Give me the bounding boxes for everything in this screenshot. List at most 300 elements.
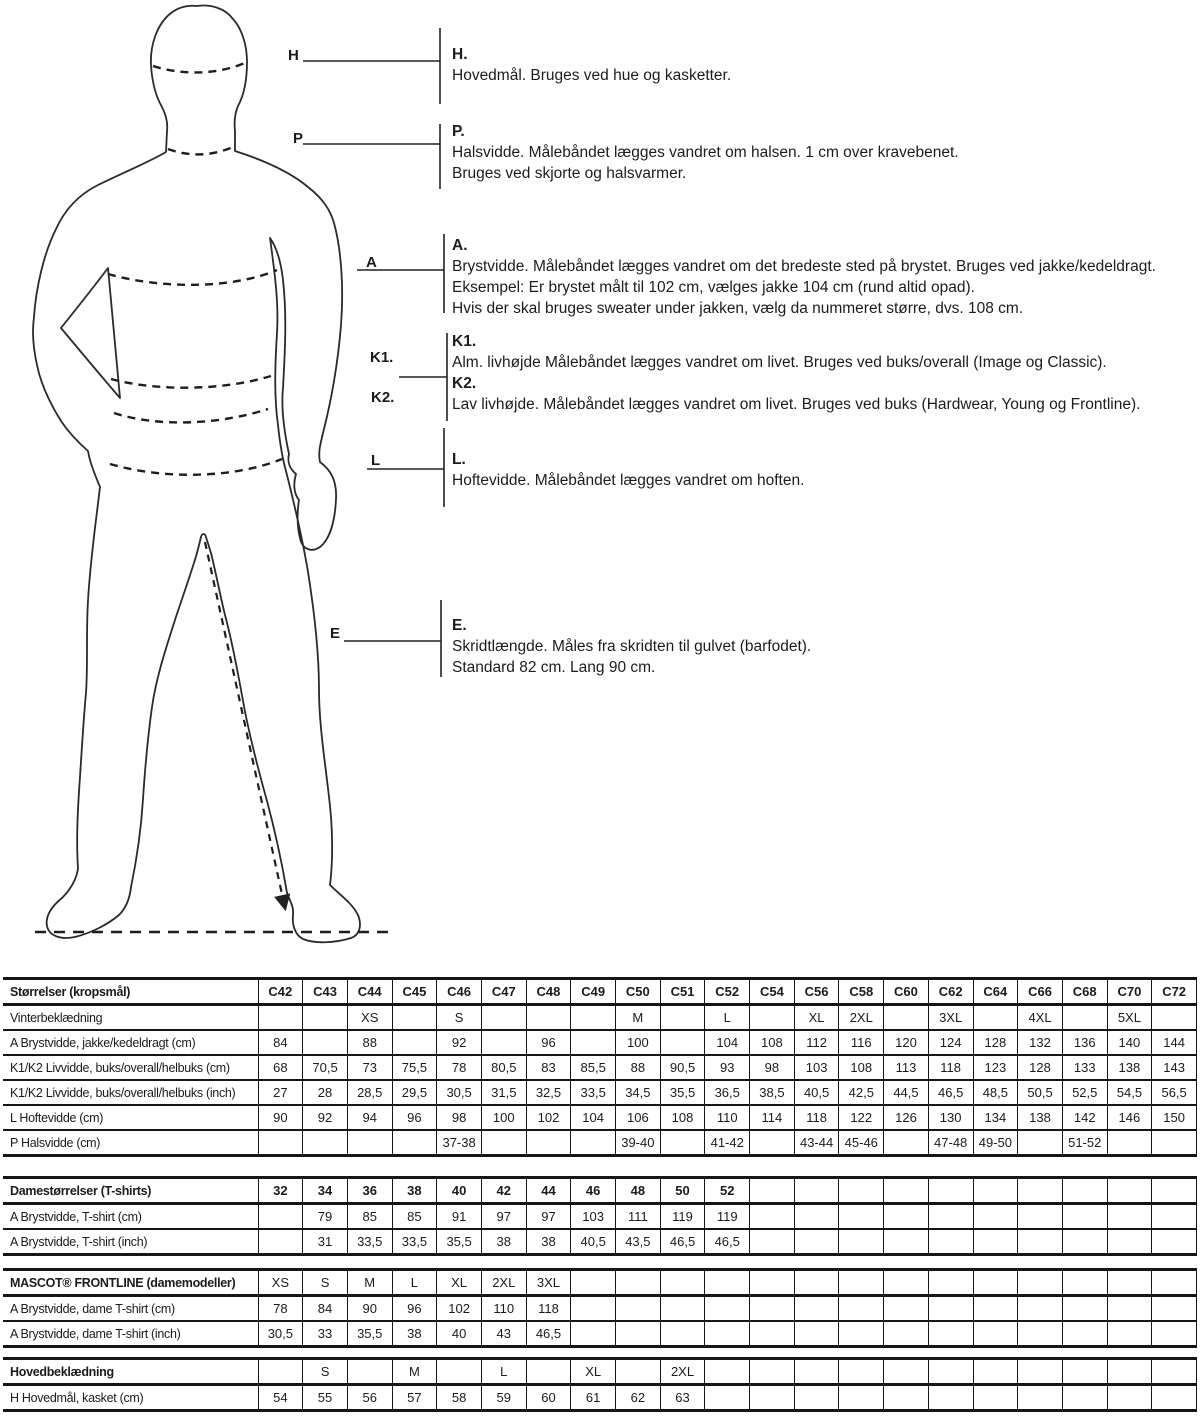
value-cell: 84 bbox=[303, 1296, 348, 1322]
column-header-cell bbox=[884, 1270, 929, 1296]
value-cell: 80,5 bbox=[481, 1055, 526, 1080]
value-cell: 33,5 bbox=[571, 1080, 616, 1105]
row-label: P Halsvidde (cm) bbox=[3, 1130, 258, 1156]
value-cell: 83 bbox=[526, 1055, 571, 1080]
value-cell bbox=[660, 1321, 705, 1347]
column-header-cell: M bbox=[392, 1359, 437, 1385]
column-header-cell: C44 bbox=[347, 979, 392, 1005]
value-cell bbox=[750, 1321, 795, 1347]
value-cell: 38 bbox=[392, 1321, 437, 1347]
value-cell: 35,5 bbox=[437, 1229, 482, 1255]
value-cell bbox=[705, 1385, 750, 1411]
column-header-cell: C64 bbox=[973, 979, 1018, 1005]
column-header-cell: C52 bbox=[705, 979, 750, 1005]
callout-p-desc-2: Bruges ved skjorte og halsvarmer. bbox=[452, 165, 687, 182]
column-header-cell bbox=[794, 1178, 839, 1204]
column-header-cell: 36 bbox=[347, 1178, 392, 1204]
column-header-cell bbox=[1018, 1270, 1063, 1296]
column-header-cell: C56 bbox=[794, 979, 839, 1005]
value-cell: 3XL bbox=[928, 1005, 973, 1031]
column-header-cell: 2XL bbox=[481, 1270, 526, 1296]
value-cell bbox=[973, 1296, 1018, 1322]
value-cell bbox=[750, 1385, 795, 1411]
value-cell: 100 bbox=[616, 1030, 661, 1055]
column-header-cell: C54 bbox=[750, 979, 795, 1005]
column-header-cell bbox=[1062, 1270, 1107, 1296]
column-header-cell bbox=[660, 1270, 705, 1296]
value-cell: 63 bbox=[660, 1385, 705, 1411]
value-cell bbox=[1062, 1229, 1107, 1255]
callout-a-title: A. bbox=[452, 237, 468, 254]
value-cell: 37-38 bbox=[437, 1130, 482, 1156]
value-cell bbox=[571, 1296, 616, 1322]
value-cell bbox=[973, 1005, 1018, 1031]
value-cell bbox=[928, 1385, 973, 1411]
value-cell: 43,5 bbox=[616, 1229, 661, 1255]
column-header-cell: C51 bbox=[660, 979, 705, 1005]
value-cell bbox=[481, 1030, 526, 1055]
value-cell bbox=[481, 1130, 526, 1156]
value-cell: 54 bbox=[258, 1385, 303, 1411]
value-cell: 68 bbox=[258, 1055, 303, 1080]
callout-e-desc-1: Skridtlængde. Måles fra skridten til gulvet (barfodet). bbox=[452, 638, 812, 655]
value-cell: 119 bbox=[660, 1204, 705, 1230]
value-cell: 96 bbox=[392, 1296, 437, 1322]
value-cell: 130 bbox=[928, 1105, 973, 1130]
value-cell bbox=[973, 1229, 1018, 1255]
value-cell bbox=[1107, 1130, 1152, 1156]
value-cell bbox=[258, 1229, 303, 1255]
column-header-cell bbox=[705, 1270, 750, 1296]
row-label: Vinterbeklædning bbox=[3, 1005, 258, 1031]
value-cell bbox=[616, 1321, 661, 1347]
value-cell: 34,5 bbox=[616, 1080, 661, 1105]
value-cell bbox=[1018, 1229, 1063, 1255]
value-cell bbox=[839, 1321, 884, 1347]
value-cell: M bbox=[616, 1005, 661, 1031]
callout-p-desc-1: Halsvidde. Målebåndet lægges vandret om halsen. 1 cm over kravebenet. bbox=[452, 144, 959, 161]
value-cell: 56 bbox=[347, 1385, 392, 1411]
value-cell: 142 bbox=[1062, 1105, 1107, 1130]
value-cell bbox=[750, 1229, 795, 1255]
column-header-cell bbox=[1152, 1178, 1197, 1204]
column-header-cell: S bbox=[303, 1359, 348, 1385]
body-sizes-table bbox=[3, 977, 1197, 1157]
value-cell: 60 bbox=[526, 1385, 571, 1411]
column-header-cell bbox=[1107, 1178, 1152, 1204]
value-cell bbox=[705, 1321, 750, 1347]
value-cell: 118 bbox=[526, 1296, 571, 1322]
value-cell: 38 bbox=[526, 1229, 571, 1255]
value-cell bbox=[616, 1296, 661, 1322]
value-cell bbox=[1152, 1321, 1197, 1347]
column-header-cell: 50 bbox=[660, 1178, 705, 1204]
value-cell: 111 bbox=[616, 1204, 661, 1230]
value-cell bbox=[526, 1130, 571, 1156]
value-cell bbox=[258, 1204, 303, 1230]
value-cell: 108 bbox=[660, 1105, 705, 1130]
value-cell bbox=[660, 1296, 705, 1322]
column-header-cell bbox=[750, 1359, 795, 1385]
value-cell: 33 bbox=[303, 1321, 348, 1347]
column-header-cell: 32 bbox=[258, 1178, 303, 1204]
column-header-cell bbox=[884, 1178, 929, 1204]
value-cell bbox=[1152, 1296, 1197, 1322]
value-cell: 119 bbox=[705, 1204, 750, 1230]
callout-h-desc: Hovedmål. Bruges ved hue og kasketter. bbox=[452, 67, 732, 84]
value-cell: 33,5 bbox=[392, 1229, 437, 1255]
value-cell: 144 bbox=[1152, 1030, 1197, 1055]
value-cell: 35,5 bbox=[660, 1080, 705, 1105]
value-cell bbox=[526, 1005, 571, 1031]
value-cell: 103 bbox=[571, 1204, 616, 1230]
column-header-cell: C49 bbox=[571, 979, 616, 1005]
value-cell bbox=[973, 1204, 1018, 1230]
value-cell bbox=[1018, 1385, 1063, 1411]
value-cell: 143 bbox=[1152, 1055, 1197, 1080]
value-cell: 90 bbox=[258, 1105, 303, 1130]
column-header-cell bbox=[616, 1359, 661, 1385]
value-cell: 126 bbox=[884, 1105, 929, 1130]
value-cell bbox=[392, 1005, 437, 1031]
callout-l-title: L. bbox=[452, 451, 466, 468]
value-cell bbox=[1062, 1204, 1107, 1230]
headwear-table bbox=[3, 1357, 1197, 1412]
callout-k1-desc: Alm. livhøjde Målebåndet lægges vandret om livet. Bruges ved buks/overall (Image og Classic). bbox=[452, 354, 1107, 371]
value-cell: 128 bbox=[973, 1030, 1018, 1055]
value-cell bbox=[750, 1005, 795, 1031]
value-cell: 41-42 bbox=[705, 1130, 750, 1156]
value-cell: 132 bbox=[1018, 1030, 1063, 1055]
value-cell: 4XL bbox=[1018, 1005, 1063, 1031]
value-cell bbox=[794, 1229, 839, 1255]
measure-letter-p: P bbox=[293, 130, 304, 147]
value-cell: 35,5 bbox=[347, 1321, 392, 1347]
column-header-cell: C50 bbox=[616, 979, 661, 1005]
column-header-cell: C45 bbox=[392, 979, 437, 1005]
value-cell: 28,5 bbox=[347, 1080, 392, 1105]
column-header-cell: 40 bbox=[437, 1178, 482, 1204]
frontline-women-table bbox=[3, 1268, 1197, 1348]
value-cell bbox=[1107, 1204, 1152, 1230]
callout-k2-desc: Lav livhøjde. Målebåndet lægges vandret om livet. Bruges ved buks (Hardwear, Young og Frontline). bbox=[452, 396, 1141, 413]
value-cell: 85 bbox=[347, 1204, 392, 1230]
value-cell: 122 bbox=[839, 1105, 884, 1130]
column-header-cell bbox=[839, 1270, 884, 1296]
column-header-cell: C62 bbox=[928, 979, 973, 1005]
value-cell: 38 bbox=[481, 1229, 526, 1255]
column-header-cell bbox=[794, 1359, 839, 1385]
value-cell: 57 bbox=[392, 1385, 437, 1411]
value-cell: 94 bbox=[347, 1105, 392, 1130]
column-header-cell: C43 bbox=[303, 979, 348, 1005]
column-header-cell bbox=[839, 1178, 884, 1204]
column-header-cell bbox=[750, 1270, 795, 1296]
value-cell: 118 bbox=[928, 1055, 973, 1080]
value-cell: 102 bbox=[437, 1296, 482, 1322]
value-cell bbox=[884, 1005, 929, 1031]
value-cell: 70,5 bbox=[303, 1055, 348, 1080]
value-cell bbox=[928, 1321, 973, 1347]
value-cell bbox=[839, 1204, 884, 1230]
value-cell: 30,5 bbox=[258, 1321, 303, 1347]
value-cell: 128 bbox=[1018, 1055, 1063, 1080]
value-cell: 5XL bbox=[1107, 1005, 1152, 1031]
value-cell: 118 bbox=[794, 1105, 839, 1130]
column-header-cell: C58 bbox=[839, 979, 884, 1005]
value-cell bbox=[1018, 1321, 1063, 1347]
column-header-cell bbox=[616, 1270, 661, 1296]
row-label: A Brystvidde, dame T-shirt (cm) bbox=[3, 1296, 258, 1322]
value-cell: 52,5 bbox=[1062, 1080, 1107, 1105]
value-cell: 108 bbox=[839, 1055, 884, 1080]
callout-a-desc-1: Brystvidde. Målebåndet lægges vandret om det bredeste sted på brystet. Bruges ved jakke/kedeldragt. Eksempel: Er brystet målt til 102 cm, vælges jakke 104 cm (rund altid opad). bbox=[452, 258, 1156, 296]
value-cell bbox=[660, 1005, 705, 1031]
column-header-cell bbox=[1018, 1178, 1063, 1204]
value-cell bbox=[660, 1130, 705, 1156]
column-header-cell: 48 bbox=[616, 1178, 661, 1204]
value-cell bbox=[1018, 1296, 1063, 1322]
value-cell: 138 bbox=[1107, 1055, 1152, 1080]
row-label: H Hovedmål, kasket (cm) bbox=[3, 1385, 258, 1411]
value-cell bbox=[1152, 1005, 1197, 1031]
value-cell: 32,5 bbox=[526, 1080, 571, 1105]
value-cell: 36,5 bbox=[705, 1080, 750, 1105]
row-label: A Brystvidde, T-shirt (inch) bbox=[3, 1229, 258, 1255]
value-cell bbox=[750, 1296, 795, 1322]
callout-p-title: P. bbox=[452, 123, 465, 140]
value-cell bbox=[481, 1005, 526, 1031]
column-header-cell: 3XL bbox=[526, 1270, 571, 1296]
callout-e bbox=[452, 615, 1052, 678]
callout-k1-title: K1. bbox=[452, 333, 477, 350]
value-cell bbox=[1107, 1385, 1152, 1411]
value-cell: 29,5 bbox=[392, 1080, 437, 1105]
value-cell: 78 bbox=[258, 1296, 303, 1322]
value-cell: 138 bbox=[1018, 1105, 1063, 1130]
value-cell: 88 bbox=[616, 1055, 661, 1080]
value-cell: 28 bbox=[303, 1080, 348, 1105]
value-cell bbox=[660, 1030, 705, 1055]
value-cell: 2XL bbox=[839, 1005, 884, 1031]
value-cell: 79 bbox=[303, 1204, 348, 1230]
value-cell bbox=[839, 1385, 884, 1411]
column-header-cell bbox=[1152, 1270, 1197, 1296]
column-header-cell: 34 bbox=[303, 1178, 348, 1204]
value-cell bbox=[884, 1229, 929, 1255]
column-header-cell bbox=[750, 1178, 795, 1204]
column-header-cell: 42 bbox=[481, 1178, 526, 1204]
value-cell: 73 bbox=[347, 1055, 392, 1080]
value-cell: 75,5 bbox=[392, 1055, 437, 1080]
column-header-cell bbox=[1107, 1359, 1152, 1385]
value-cell: 85 bbox=[392, 1204, 437, 1230]
value-cell: 40,5 bbox=[571, 1229, 616, 1255]
measure-letter-l: L bbox=[371, 452, 381, 469]
row-label: K1/K2 Livvidde, buks/overall/helbuks (cm) bbox=[3, 1055, 258, 1080]
value-cell: 40 bbox=[437, 1321, 482, 1347]
value-cell: 27 bbox=[258, 1080, 303, 1105]
column-header-cell bbox=[1107, 1270, 1152, 1296]
callout-l-desc: Hoftevidde. Målebåndet lægges vandret om hoften. bbox=[452, 472, 805, 489]
value-cell bbox=[1152, 1130, 1197, 1156]
value-cell: 84 bbox=[258, 1030, 303, 1055]
column-header-cell: 38 bbox=[392, 1178, 437, 1204]
value-cell: 102 bbox=[526, 1105, 571, 1130]
value-cell bbox=[973, 1385, 1018, 1411]
value-cell: 43 bbox=[481, 1321, 526, 1347]
column-header-cell: C70 bbox=[1107, 979, 1152, 1005]
value-cell: 93 bbox=[705, 1055, 750, 1080]
value-cell bbox=[884, 1130, 929, 1156]
value-cell: 46,5 bbox=[526, 1321, 571, 1347]
value-cell: 43-44 bbox=[794, 1130, 839, 1156]
column-header-cell: XS bbox=[258, 1270, 303, 1296]
column-header-cell: C68 bbox=[1062, 979, 1107, 1005]
row-label: K1/K2 Livvidde, buks/overall/helbuks (inch) bbox=[3, 1080, 258, 1105]
column-header-cell: M bbox=[347, 1270, 392, 1296]
value-cell: XL bbox=[794, 1005, 839, 1031]
value-cell: XS bbox=[347, 1005, 392, 1031]
value-cell bbox=[884, 1321, 929, 1347]
value-cell bbox=[928, 1229, 973, 1255]
column-header-cell bbox=[973, 1270, 1018, 1296]
value-cell bbox=[1152, 1204, 1197, 1230]
value-cell: 92 bbox=[303, 1105, 348, 1130]
value-cell: 49-50 bbox=[973, 1130, 1018, 1156]
value-cell bbox=[928, 1296, 973, 1322]
column-header-cell bbox=[973, 1178, 1018, 1204]
value-cell: 30,5 bbox=[437, 1080, 482, 1105]
column-header-cell bbox=[928, 1178, 973, 1204]
column-header-cell: C42 bbox=[258, 979, 303, 1005]
column-header-cell: C46 bbox=[437, 979, 482, 1005]
value-cell bbox=[1107, 1296, 1152, 1322]
callout-k1-k2 bbox=[452, 331, 1152, 415]
value-cell: 46,5 bbox=[660, 1229, 705, 1255]
value-cell: 96 bbox=[526, 1030, 571, 1055]
value-cell bbox=[392, 1130, 437, 1156]
value-cell: 44,5 bbox=[884, 1080, 929, 1105]
value-cell: 104 bbox=[571, 1105, 616, 1130]
column-header-cell bbox=[1062, 1359, 1107, 1385]
value-cell: 98 bbox=[437, 1105, 482, 1130]
value-cell bbox=[973, 1321, 1018, 1347]
callout-a-desc-2: Hvis der skal bruges sweater under jakken, vælg da nummeret større, dvs. 108 cm. bbox=[452, 300, 1024, 317]
value-cell: 54,5 bbox=[1107, 1080, 1152, 1105]
value-cell: 116 bbox=[839, 1030, 884, 1055]
table-section-label: Størrelser (kropsmål) bbox=[3, 979, 258, 1005]
column-header-cell: XL bbox=[571, 1359, 616, 1385]
value-cell: 92 bbox=[437, 1030, 482, 1055]
value-cell: 88 bbox=[347, 1030, 392, 1055]
value-cell bbox=[1062, 1321, 1107, 1347]
column-header-cell: C72 bbox=[1152, 979, 1197, 1005]
measure-letter-h: H bbox=[288, 47, 299, 64]
value-cell bbox=[750, 1130, 795, 1156]
callout-h bbox=[452, 44, 1197, 86]
callout-h-title: H. bbox=[452, 46, 468, 63]
value-cell bbox=[1018, 1130, 1063, 1156]
value-cell: 40,5 bbox=[794, 1080, 839, 1105]
column-header-cell bbox=[1062, 1178, 1107, 1204]
callout-a bbox=[452, 235, 1157, 319]
value-cell: 78 bbox=[437, 1055, 482, 1080]
callout-e-desc-2: Standard 82 cm. Lang 90 cm. bbox=[452, 659, 656, 676]
value-cell: 97 bbox=[481, 1204, 526, 1230]
value-cell: 46,5 bbox=[928, 1080, 973, 1105]
value-cell: 104 bbox=[705, 1030, 750, 1055]
size-tables bbox=[3, 977, 1197, 1412]
value-cell bbox=[794, 1321, 839, 1347]
value-cell: 39-40 bbox=[616, 1130, 661, 1156]
value-cell: 58 bbox=[437, 1385, 482, 1411]
value-cell: 90 bbox=[347, 1296, 392, 1322]
value-cell: 61 bbox=[571, 1385, 616, 1411]
value-cell: 110 bbox=[481, 1296, 526, 1322]
value-cell: 51-52 bbox=[1062, 1130, 1107, 1156]
value-cell: 50,5 bbox=[1018, 1080, 1063, 1105]
value-cell bbox=[794, 1296, 839, 1322]
column-header-cell: L bbox=[481, 1359, 526, 1385]
column-header-cell bbox=[571, 1270, 616, 1296]
value-cell bbox=[303, 1005, 348, 1031]
value-cell: 56,5 bbox=[1152, 1080, 1197, 1105]
value-cell: 31 bbox=[303, 1229, 348, 1255]
value-cell bbox=[884, 1296, 929, 1322]
value-cell: 98 bbox=[750, 1055, 795, 1080]
value-cell bbox=[1107, 1229, 1152, 1255]
column-header-cell bbox=[705, 1359, 750, 1385]
callout-k2-title: K2. bbox=[452, 375, 477, 392]
value-cell: 59 bbox=[481, 1385, 526, 1411]
value-cell: 140 bbox=[1107, 1030, 1152, 1055]
measure-letter-k1: K1. bbox=[370, 349, 394, 366]
value-cell bbox=[258, 1005, 303, 1031]
value-cell: 110 bbox=[705, 1105, 750, 1130]
value-cell: 103 bbox=[794, 1055, 839, 1080]
measure-letter-a: A bbox=[366, 254, 377, 271]
value-cell bbox=[571, 1030, 616, 1055]
row-label: A Brystvidde, T-shirt (cm) bbox=[3, 1204, 258, 1230]
column-header-cell: 46 bbox=[571, 1178, 616, 1204]
value-cell: 55 bbox=[303, 1385, 348, 1411]
value-cell: 100 bbox=[481, 1105, 526, 1130]
value-cell bbox=[884, 1204, 929, 1230]
column-header-cell bbox=[347, 1359, 392, 1385]
column-header-cell: C60 bbox=[884, 979, 929, 1005]
row-label: A Brystvidde, jakke/kedeldragt (cm) bbox=[3, 1030, 258, 1055]
column-header-cell bbox=[1152, 1359, 1197, 1385]
value-cell: 108 bbox=[750, 1030, 795, 1055]
value-cell: 106 bbox=[616, 1105, 661, 1130]
value-cell: 48,5 bbox=[973, 1080, 1018, 1105]
column-header-cell: C48 bbox=[526, 979, 571, 1005]
column-header-cell: L bbox=[392, 1270, 437, 1296]
value-cell bbox=[1062, 1005, 1107, 1031]
value-cell bbox=[928, 1204, 973, 1230]
value-cell: 133 bbox=[1062, 1055, 1107, 1080]
value-cell: 38,5 bbox=[750, 1080, 795, 1105]
value-cell: L bbox=[705, 1005, 750, 1031]
callout-p bbox=[452, 121, 1197, 184]
row-label: L Hoftevidde (cm) bbox=[3, 1105, 258, 1130]
value-cell bbox=[258, 1130, 303, 1156]
column-header-cell bbox=[794, 1270, 839, 1296]
column-header-cell: 2XL bbox=[660, 1359, 705, 1385]
column-header-cell: C66 bbox=[1018, 979, 1063, 1005]
value-cell: 46,5 bbox=[705, 1229, 750, 1255]
